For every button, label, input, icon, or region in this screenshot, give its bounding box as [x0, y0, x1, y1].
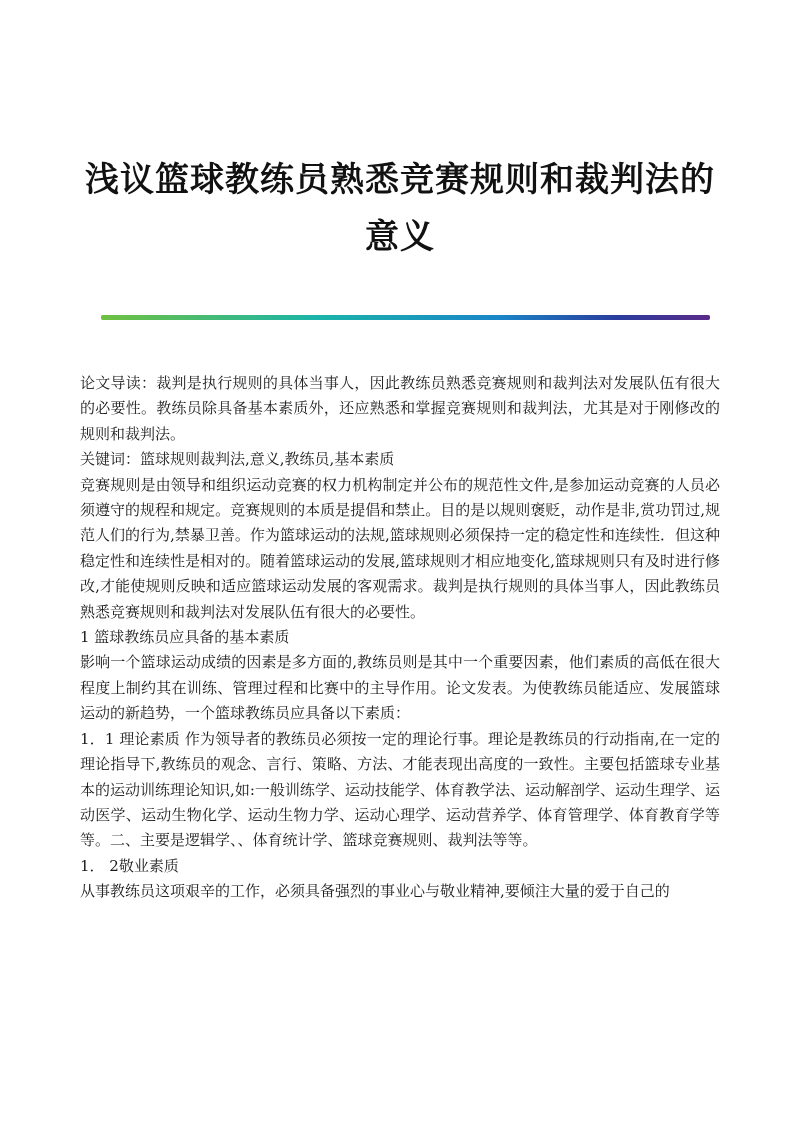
title-divider [101, 315, 710, 320]
document-title: 浅议篮球教练员熟悉竞赛规则和裁判法的意义 [85, 160, 715, 257]
body-paragraph: 竞赛规则是由领导和组织运动竞赛的权力机构制定并公布的规范性文件,是参加运动竞赛的人员必须遵守的规程和规定。竞赛规则的本质是提倡和禁止。目的是以规则褒贬，动作是非,赏功罚过,规范人们的行为,禁暴卫善。作为篮球运动的法规,篮球规则必须保持一定的稳定性和连续性．但这种稳定性和连续性是相对的。随着篮球运动的发展,篮球规则才相应地变化,篮球规则只有及时进行修改,才能使规则反映和适应篮球运动发展的客观需求。裁判是执行规则的具体当事人，因此教练员熟悉竞赛规则和裁判法对发展队伍有很大的必要性。 [80, 475, 720, 621]
body-paragraph: 1．1 理论素质 作为领导者的教练员必须按一定的理论行事。理论是教练员的行动指南,在一定的理论指导下,教练员的观念、言行、策略、方法、才能表现出高度的一致性。主要包括篮球专业基本的运动训练理论知识,如:一般训练学、运动技能学、体育教学法、运动解剖学、运动生理学、运动医学、运动生物化学、运动生物力学、运动心理学、运动营养学、体育管理学、体育教育学等等。二、主要是逻辑学、、体育统计学、篮球竞赛规则、裁判法等等。 [80, 729, 720, 850]
abstract-paragraph: 论文导读：裁判是执行规则的具体当事人，因此教练员熟悉竞赛规则和裁判法对发展队伍有很大的必要性。教练员除具备基本素质外，还应熟悉和掌握竞赛规则和裁判法，尤其是对于刚修改的规则和裁判法。 [80, 374, 720, 443]
body-paragraph: 影响一个篮球运动成绩的因素是多方面的,教练员则是其中一个重要因素，他们素质的高低在很大程度上制约其在训练、管理过程和比赛中的主导作用。论文发表。为使教练员能适应、发展篮球运动的新趋势，一个篮球教练员应具备以下素质： [80, 653, 720, 723]
section-heading: 1 篮球教练员应具备的基本素质 [80, 628, 290, 647]
body-paragraph: 从事教练员这项艰辛的工作，必须具备强烈的事业心与敬业精神,要倾注大量的爱于自己的 [80, 882, 670, 901]
keywords-line: 关键词：篮球规则裁判法,意义,教练员,基本素质 [80, 450, 395, 469]
subsection-heading: 1． 2敬业素质 [80, 856, 179, 875]
document-body [80, 371, 720, 905]
